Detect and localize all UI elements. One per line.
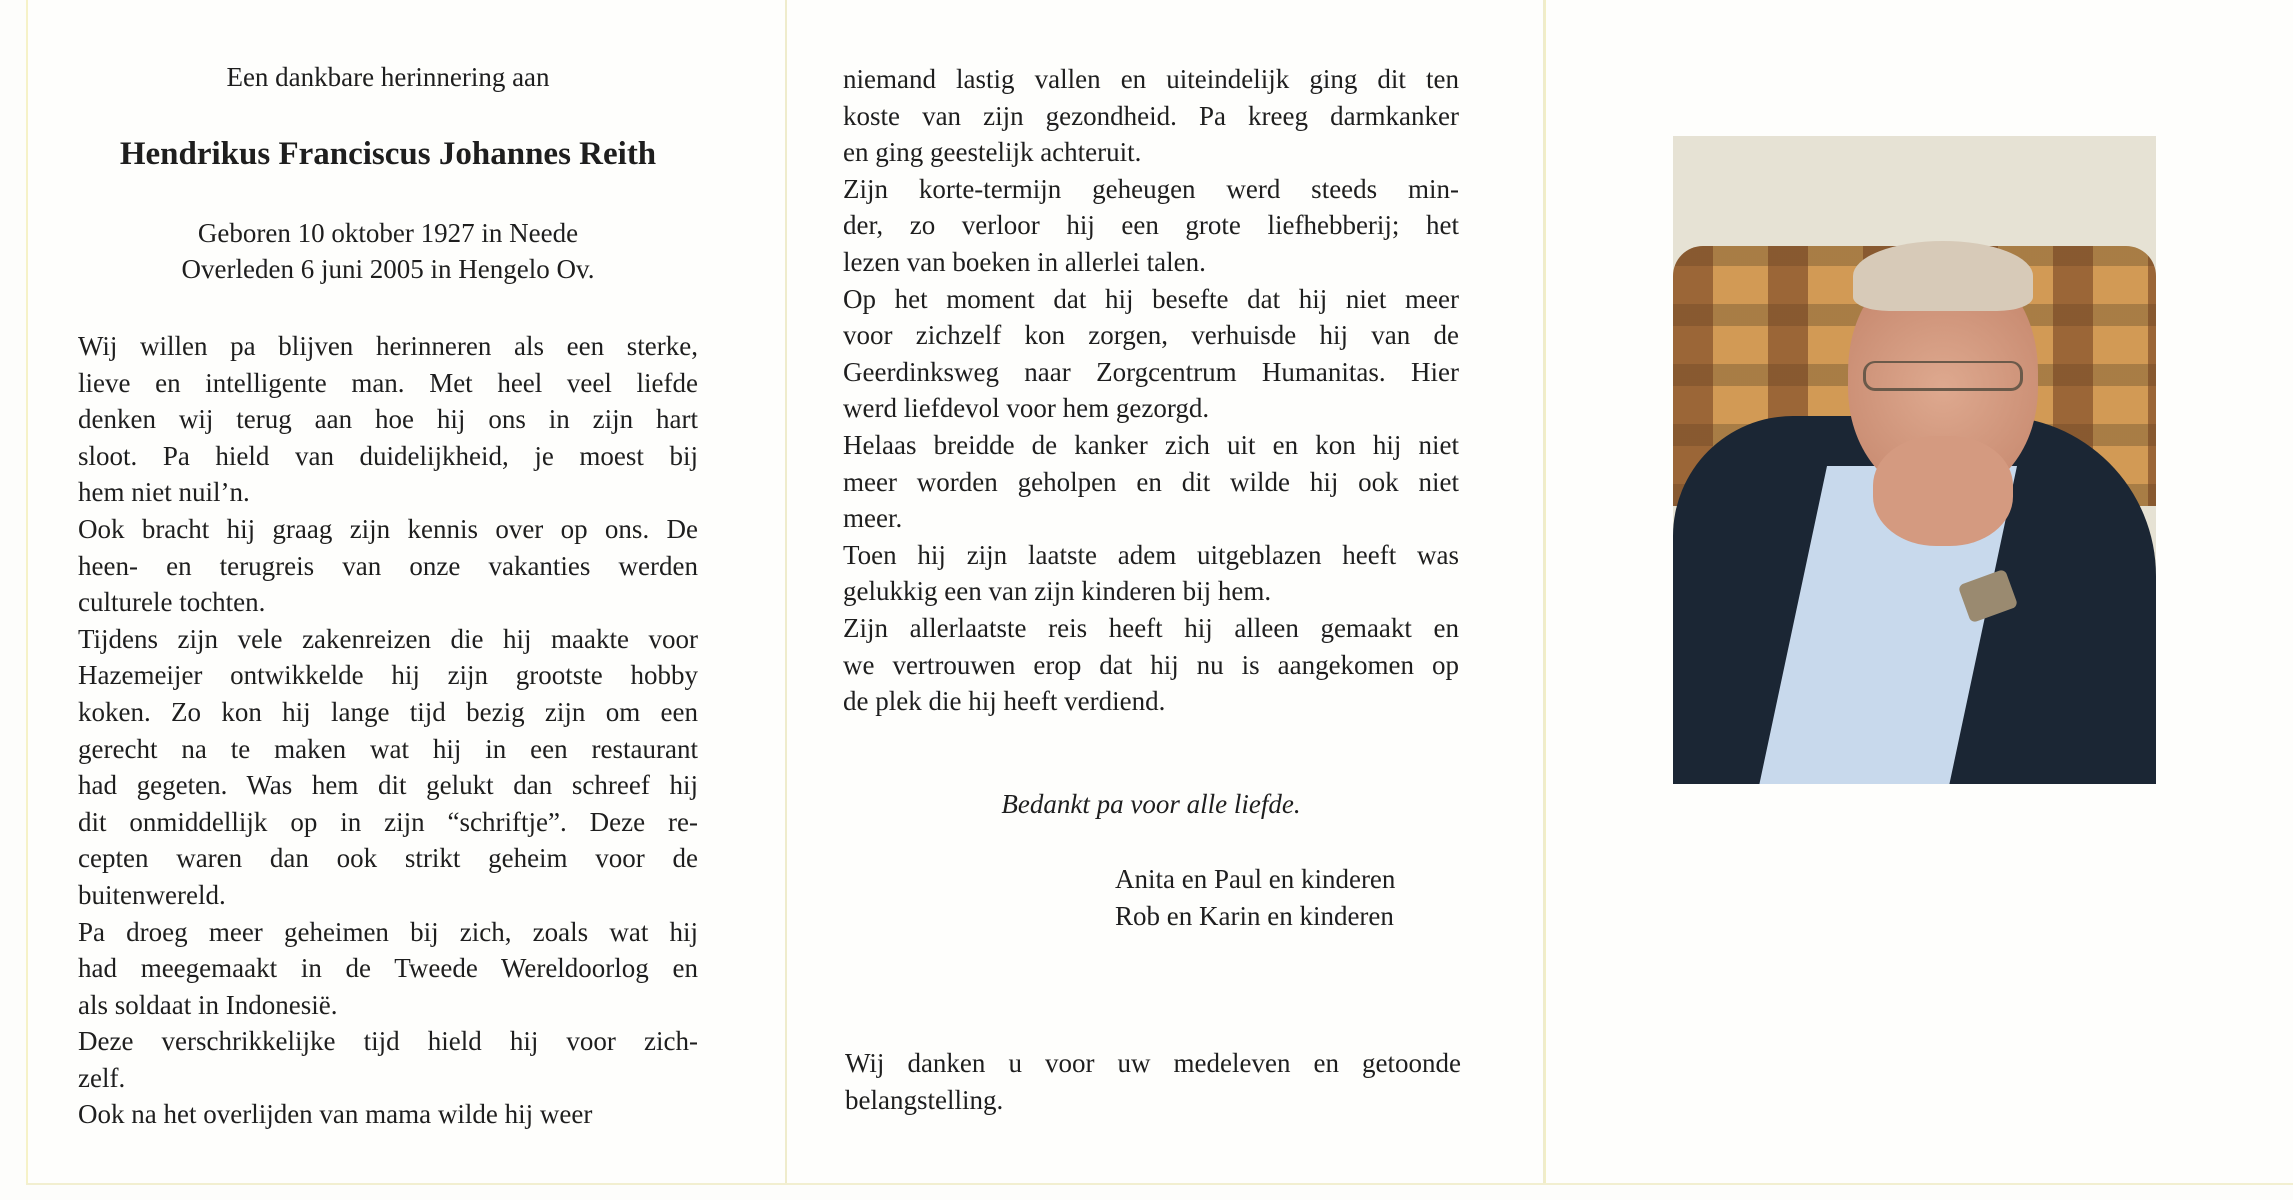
birth-line: Geboren 10 oktober 1927 in Neede <box>197 218 579 248</box>
text-line: sloot. Pa hield van duidelijkheid, je moest bij <box>78 440 698 471</box>
middle-body-text <box>843 61 1459 720</box>
text-line: Zijn korte-termijn geheugen werd steeds min- <box>843 173 1459 204</box>
card-edge <box>26 1183 2293 1185</box>
text-line: hem niet nuil’n. <box>78 477 250 508</box>
glasses <box>1863 361 2023 391</box>
text-line: Op het moment dat hij besefte dat hij niet meer <box>843 283 1459 314</box>
text-line: gerecht na te maken wat hij in een restaurant <box>78 733 698 764</box>
text-line: gelukkig een van zijn kinderen bij hem. <box>843 576 1272 607</box>
text-line: had meegemaakt in de Tweede Wereldoorlog en <box>78 953 698 984</box>
deceased-name: Hendrikus Franciscus Johannes Reith <box>119 136 657 172</box>
text-line: en ging geestelijk achteruit. <box>843 137 1142 168</box>
signatures <box>1115 861 1460 934</box>
text-line: koste van zijn gezondheid. Pa kreeg darmkanker <box>843 100 1459 131</box>
text-line: der, zo verloor hij een grote liefhebberij; het <box>843 210 1459 241</box>
text-line: we vertrouwen erop dat hij nu is aangekomen op <box>843 649 1459 680</box>
text-line: lezen van boeken in allerlei talen. <box>843 246 1206 277</box>
fold-line <box>1543 0 1545 1185</box>
text-line: Wij willen pa blijven herinneren als een sterke, <box>78 331 698 361</box>
text-line: lieve en intelligente man. Met heel veel liefde <box>78 367 698 398</box>
text-line: werd liefdevol voor hem gezorgd. <box>843 393 1210 424</box>
signature-line: Anita en Paul en kinderen <box>1115 864 1396 894</box>
text-line: meer worden geholpen en dit wilde hij ook niet <box>843 466 1459 497</box>
text-line: culturele tochten. <box>78 587 266 618</box>
text-line: Geerdinksweg naar Zorgcentrum Humanitas. Hier <box>843 356 1459 387</box>
left-body-text <box>78 328 698 1133</box>
text-line: de plek die hij heeft verdiend. <box>843 686 1166 717</box>
text-line: cepten waren dan ook strikt geheim voor de <box>78 843 698 874</box>
closing-line: belangstelling. <box>845 1084 1004 1115</box>
hand <box>1873 436 2013 546</box>
hair <box>1853 241 2033 311</box>
text-line: meer. <box>843 503 903 534</box>
closing-text <box>845 1045 1461 1118</box>
portrait-photo <box>1673 136 2156 784</box>
text-line: Helaas breidde de kanker zich uit en kon hij niet <box>843 429 1459 460</box>
death-line: Overleden 6 juni 2005 in Hengelo Ov. <box>181 254 595 284</box>
text-line: Pa droeg meer geheimen bij zich, zoals wat hij <box>78 916 698 947</box>
text-line: voor zichzelf kon zorgen, verhuisde hij van de <box>843 320 1459 351</box>
intro-text: Een dankbare herinnering aan <box>226 62 550 92</box>
text-line: Hazemeijer ontwikkelde hij zijn grootste hobby <box>78 660 698 691</box>
text-line: Toen hij zijn laatste adem uitgeblazen heeft was <box>843 539 1459 570</box>
text-line: heen- en terugreis van onze vakanties werden <box>78 550 698 581</box>
text-line: Tijdens zijn vele zakenreizen die hij maakte voor <box>78 623 698 654</box>
text-line: buitenwereld. <box>78 879 226 910</box>
thanks-line: Bedankt pa voor alle liefde. <box>1001 789 1301 819</box>
text-line: had gegeten. Was hem dit gelukt dan schreef hij <box>78 770 698 801</box>
fold-line <box>785 0 787 1185</box>
closing-line: Wij danken u voor uw medeleven en getoonde <box>845 1048 1461 1078</box>
text-line: niemand lastig vallen en uiteindelijk ging dit ten <box>843 64 1459 94</box>
text-line: denken wij terug aan hoe hij ons in zijn hart <box>78 404 698 435</box>
text-line: koken. Zo kon hij lange tijd bezig zijn om een <box>78 696 698 727</box>
text-line: zelf. <box>78 1062 126 1093</box>
text-line: Deze verschrikkelijke tijd hield hij voor zich- <box>78 1026 698 1057</box>
signature-line: Rob en Karin en kinderen <box>1115 900 1394 931</box>
text-line: Ook bracht hij graag zijn kennis over op ons. De <box>78 513 698 544</box>
text-line: dit onmiddellijk op in zijn “schriftje”. Deze re- <box>78 806 698 837</box>
text-line: Ook na het overlijden van mama wilde hij weer <box>78 1099 593 1130</box>
text-line: Zijn allerlaatste reis heeft hij alleen gemaakt en <box>843 612 1459 643</box>
text-line: als soldaat in Indonesië. <box>78 989 338 1020</box>
